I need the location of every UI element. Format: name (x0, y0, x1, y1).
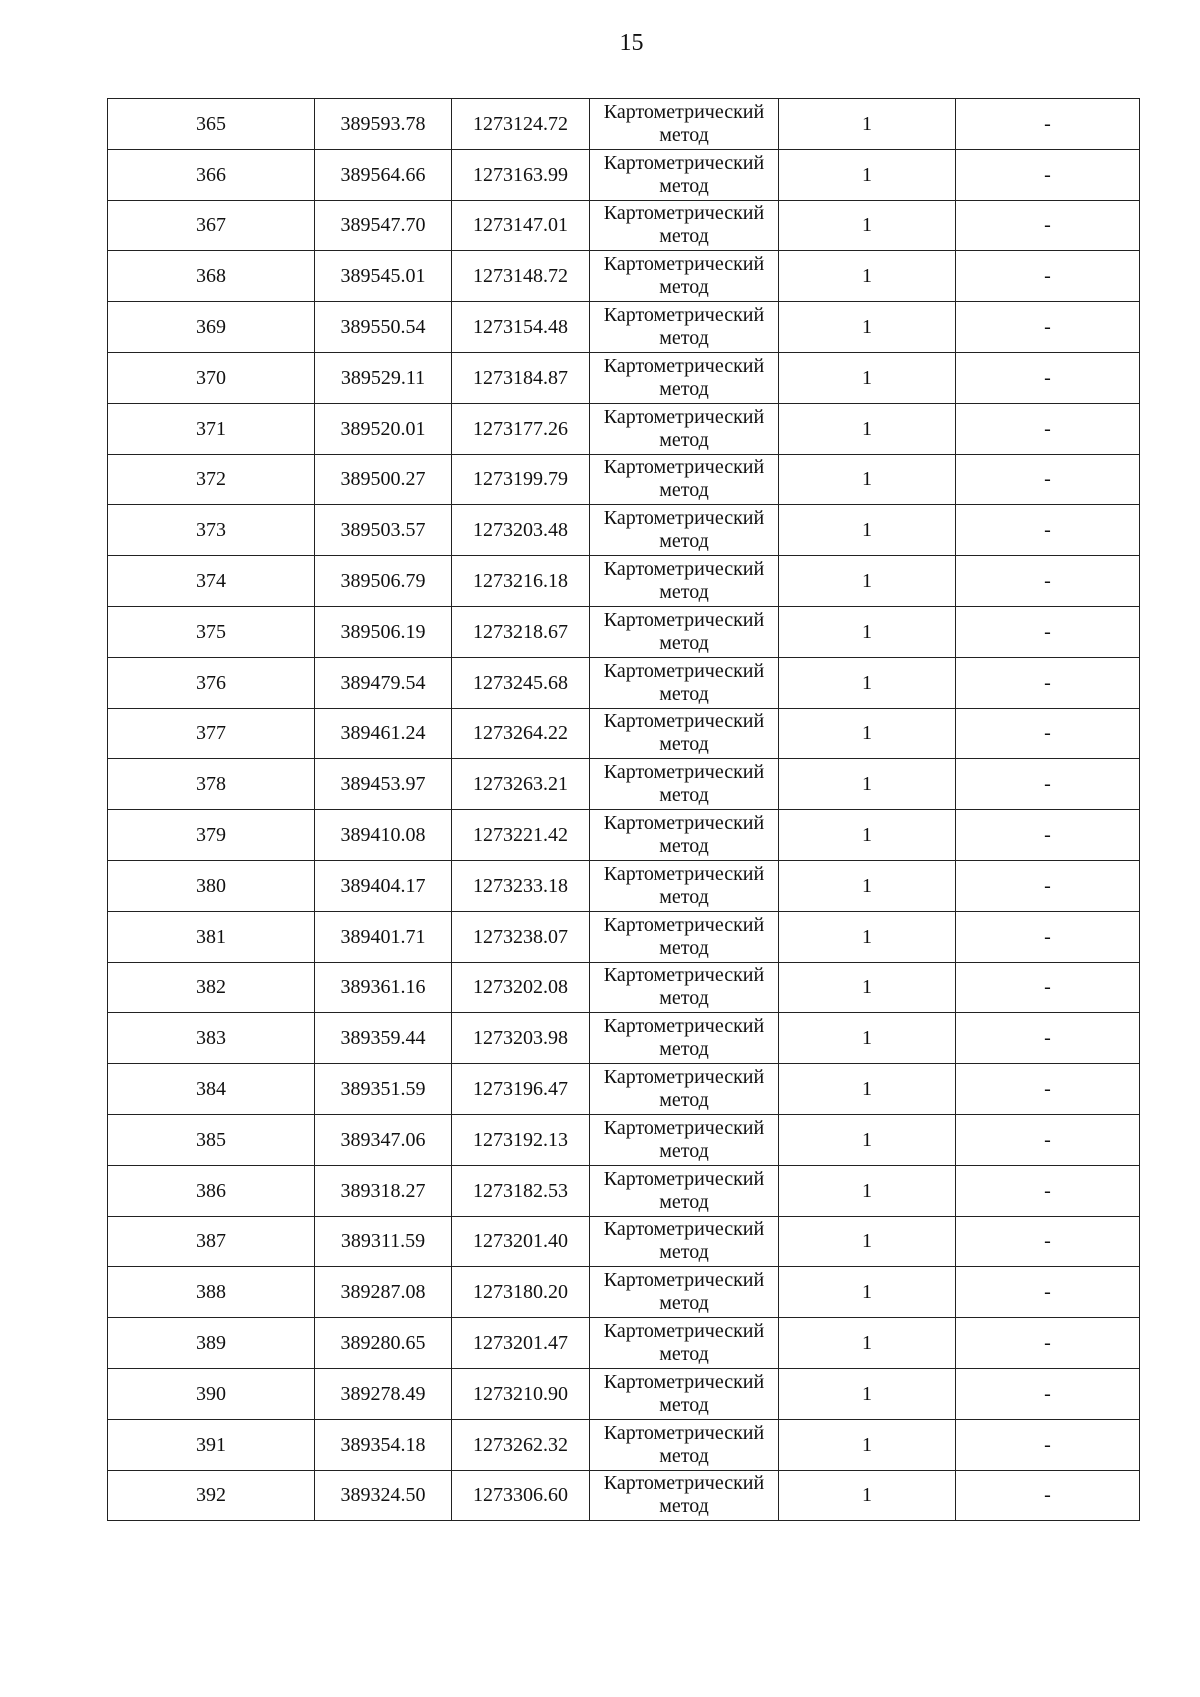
method-line-1: Картометрический (603, 710, 765, 733)
accuracy-cell: 1 (779, 1267, 956, 1318)
y-coordinate-cell: 1273262.32 (452, 1419, 590, 1470)
method-line-1: Картометрический (603, 151, 765, 174)
method-cell (590, 99, 779, 150)
table-row (108, 962, 1140, 1013)
note-cell: - (956, 1419, 1140, 1470)
x-coordinate-cell: 389354.18 (315, 1419, 452, 1470)
x-coordinate-cell: 389500.27 (315, 454, 452, 505)
accuracy-cell: 1 (779, 1470, 956, 1521)
accuracy-cell: 1 (779, 149, 956, 200)
method-line-1: Картометрический (603, 913, 765, 936)
y-coordinate-cell: 1273245.68 (452, 657, 590, 708)
accuracy-cell: 1 (779, 1064, 956, 1115)
method-cell (590, 1267, 779, 1318)
table-row (108, 1318, 1140, 1369)
method-line-2: метод (659, 479, 709, 502)
y-coordinate-cell: 1273203.48 (452, 505, 590, 556)
y-coordinate-cell: 1273216.18 (452, 556, 590, 607)
method-cell (590, 505, 779, 556)
y-coordinate-cell: 1273238.07 (452, 911, 590, 962)
point-number-cell: 378 (108, 759, 315, 810)
point-number-cell: 373 (108, 505, 315, 556)
accuracy-cell: 1 (779, 251, 956, 302)
method-cell (590, 556, 779, 607)
method-cell (590, 759, 779, 810)
point-number-cell: 387 (108, 1216, 315, 1267)
method-line-1: Картометрический (603, 202, 765, 225)
accuracy-cell: 1 (779, 403, 956, 454)
y-coordinate-cell: 1273148.72 (452, 251, 590, 302)
accuracy-cell: 1 (779, 1216, 956, 1267)
note-cell: - (956, 1470, 1140, 1521)
accuracy-cell: 1 (779, 1318, 956, 1369)
note-cell: - (956, 1064, 1140, 1115)
method-line-2: метод (659, 1292, 709, 1315)
table-row (108, 99, 1140, 150)
y-coordinate-cell: 1273199.79 (452, 454, 590, 505)
method-line-1: Картометрический (603, 304, 765, 327)
y-coordinate-cell: 1273180.20 (452, 1267, 590, 1318)
method-line-2: метод (659, 174, 709, 197)
y-coordinate-cell: 1273124.72 (452, 99, 590, 150)
point-number-cell: 376 (108, 657, 315, 708)
x-coordinate-cell: 389545.01 (315, 251, 452, 302)
x-coordinate-cell: 389547.70 (315, 200, 452, 251)
table-row (108, 352, 1140, 403)
method-line-2: метод (659, 1038, 709, 1061)
x-coordinate-cell: 389324.50 (315, 1470, 452, 1521)
x-coordinate-cell: 389410.08 (315, 810, 452, 861)
point-number-cell: 366 (108, 149, 315, 200)
y-coordinate-cell: 1273221.42 (452, 810, 590, 861)
point-number-cell: 371 (108, 403, 315, 454)
method-line-2: метод (659, 377, 709, 400)
method-line-2: метод (659, 1393, 709, 1416)
method-cell (590, 1064, 779, 1115)
table-row (108, 1419, 1140, 1470)
table-row (108, 1216, 1140, 1267)
method-cell (590, 708, 779, 759)
note-cell: - (956, 1318, 1140, 1369)
table-row (108, 1114, 1140, 1165)
note-cell: - (956, 556, 1140, 607)
note-cell: - (956, 454, 1140, 505)
method-line-1: Картометрический (603, 558, 765, 581)
note-cell: - (956, 1216, 1140, 1267)
method-line-2: метод (659, 428, 709, 451)
point-number-cell: 370 (108, 352, 315, 403)
y-coordinate-cell: 1273306.60 (452, 1470, 590, 1521)
method-line-2: метод (659, 1241, 709, 1264)
y-coordinate-cell: 1273233.18 (452, 860, 590, 911)
accuracy-cell: 1 (779, 352, 956, 403)
point-number-cell: 386 (108, 1165, 315, 1216)
method-line-1: Картометрический (603, 1015, 765, 1038)
method-line-1: Картометрический (603, 1472, 765, 1495)
method-cell (590, 1114, 779, 1165)
point-number-cell: 391 (108, 1419, 315, 1470)
x-coordinate-cell: 389529.11 (315, 352, 452, 403)
method-cell (590, 454, 779, 505)
y-coordinate-cell: 1273184.87 (452, 352, 590, 403)
method-line-1: Картометрический (603, 862, 765, 885)
x-coordinate-cell: 389461.24 (315, 708, 452, 759)
method-line-1: Картометрический (603, 253, 765, 276)
accuracy-cell: 1 (779, 1368, 956, 1419)
accuracy-cell: 1 (779, 1419, 956, 1470)
table-row (108, 454, 1140, 505)
table-row (108, 149, 1140, 200)
method-line-1: Картометрический (603, 1320, 765, 1343)
table-row (108, 302, 1140, 353)
point-number-cell: 365 (108, 99, 315, 150)
method-cell (590, 251, 779, 302)
note-cell: - (956, 860, 1140, 911)
note-cell: - (956, 1114, 1140, 1165)
method-line-1: Картометрический (603, 1066, 765, 1089)
table-row (108, 556, 1140, 607)
point-number-cell: 382 (108, 962, 315, 1013)
method-line-1: Картометрический (603, 812, 765, 835)
method-cell (590, 200, 779, 251)
y-coordinate-cell: 1273202.08 (452, 962, 590, 1013)
accuracy-cell: 1 (779, 911, 956, 962)
method-cell (590, 1216, 779, 1267)
accuracy-cell: 1 (779, 657, 956, 708)
point-number-cell: 379 (108, 810, 315, 861)
page-number: 15 (619, 30, 644, 56)
method-line-2: метод (659, 1343, 709, 1366)
accuracy-cell: 1 (779, 860, 956, 911)
method-line-2: метод (659, 987, 709, 1010)
method-line-1: Картометрический (603, 1421, 765, 1444)
method-line-1: Картометрический (603, 608, 765, 631)
y-coordinate-cell: 1273182.53 (452, 1165, 590, 1216)
note-cell: - (956, 657, 1140, 708)
method-line-2: метод (659, 1089, 709, 1112)
method-cell (590, 962, 779, 1013)
method-line-2: метод (659, 327, 709, 350)
method-line-1: Картометрический (603, 100, 765, 123)
method-line-1: Картометрический (603, 456, 765, 479)
x-coordinate-cell: 389520.01 (315, 403, 452, 454)
x-coordinate-cell: 389318.27 (315, 1165, 452, 1216)
note-cell: - (956, 1013, 1140, 1064)
y-coordinate-cell: 1273192.13 (452, 1114, 590, 1165)
note-cell: - (956, 505, 1140, 556)
coordinates-table (107, 98, 1140, 1521)
note-cell: - (956, 149, 1140, 200)
method-line-1: Картометрический (603, 761, 765, 784)
table-row (108, 403, 1140, 454)
note-cell: - (956, 962, 1140, 1013)
method-line-2: метод (659, 276, 709, 299)
y-coordinate-cell: 1273263.21 (452, 759, 590, 810)
note-cell: - (956, 759, 1140, 810)
method-line-2: метод (659, 1495, 709, 1518)
point-number-cell: 372 (108, 454, 315, 505)
note-cell: - (956, 200, 1140, 251)
method-line-2: метод (659, 123, 709, 146)
x-coordinate-cell: 389506.79 (315, 556, 452, 607)
x-coordinate-cell: 389453.97 (315, 759, 452, 810)
table-row (108, 1267, 1140, 1318)
x-coordinate-cell: 389278.49 (315, 1368, 452, 1419)
y-coordinate-cell: 1273201.40 (452, 1216, 590, 1267)
method-cell (590, 860, 779, 911)
y-coordinate-cell: 1273203.98 (452, 1013, 590, 1064)
method-cell (590, 149, 779, 200)
x-coordinate-cell: 389287.08 (315, 1267, 452, 1318)
note-cell: - (956, 302, 1140, 353)
method-line-1: Картометрический (603, 1370, 765, 1393)
accuracy-cell: 1 (779, 454, 956, 505)
method-line-1: Картометрический (603, 405, 765, 428)
point-number-cell: 368 (108, 251, 315, 302)
method-line-1: Картометрический (603, 354, 765, 377)
table-row (108, 251, 1140, 302)
x-coordinate-cell: 389401.71 (315, 911, 452, 962)
point-number-cell: 377 (108, 708, 315, 759)
accuracy-cell: 1 (779, 99, 956, 150)
method-line-2: метод (659, 225, 709, 248)
y-coordinate-cell: 1273201.47 (452, 1318, 590, 1369)
accuracy-cell: 1 (779, 200, 956, 251)
y-coordinate-cell: 1273163.99 (452, 149, 590, 200)
x-coordinate-cell: 389550.54 (315, 302, 452, 353)
method-line-1: Картометрический (603, 1269, 765, 1292)
point-number-cell: 374 (108, 556, 315, 607)
method-cell (590, 1419, 779, 1470)
note-cell: - (956, 911, 1140, 962)
x-coordinate-cell: 389564.66 (315, 149, 452, 200)
note-cell: - (956, 403, 1140, 454)
note-cell: - (956, 352, 1140, 403)
method-line-1: Картометрический (603, 1218, 765, 1241)
x-coordinate-cell: 389347.06 (315, 1114, 452, 1165)
note-cell: - (956, 99, 1140, 150)
note-cell: - (956, 1368, 1140, 1419)
point-number-cell: 367 (108, 200, 315, 251)
method-cell (590, 403, 779, 454)
x-coordinate-cell: 389503.57 (315, 505, 452, 556)
point-number-cell: 385 (108, 1114, 315, 1165)
table-row (108, 759, 1140, 810)
table-row (108, 708, 1140, 759)
point-number-cell: 375 (108, 606, 315, 657)
table-row (108, 200, 1140, 251)
method-line-1: Картометрический (603, 659, 765, 682)
point-number-cell: 389 (108, 1318, 315, 1369)
x-coordinate-cell: 389593.78 (315, 99, 452, 150)
y-coordinate-cell: 1273264.22 (452, 708, 590, 759)
x-coordinate-cell: 389351.59 (315, 1064, 452, 1115)
method-cell (590, 1013, 779, 1064)
point-number-cell: 383 (108, 1013, 315, 1064)
method-line-1: Картометрический (603, 1116, 765, 1139)
point-number-cell: 388 (108, 1267, 315, 1318)
method-cell (590, 606, 779, 657)
method-line-2: метод (659, 682, 709, 705)
x-coordinate-cell: 389404.17 (315, 860, 452, 911)
method-line-2: метод (659, 733, 709, 756)
x-coordinate-cell: 389311.59 (315, 1216, 452, 1267)
table-row (108, 1064, 1140, 1115)
note-cell: - (956, 708, 1140, 759)
method-line-2: метод (659, 835, 709, 858)
accuracy-cell: 1 (779, 1165, 956, 1216)
method-cell (590, 657, 779, 708)
method-cell (590, 1368, 779, 1419)
accuracy-cell: 1 (779, 556, 956, 607)
note-cell: - (956, 251, 1140, 302)
x-coordinate-cell: 389506.19 (315, 606, 452, 657)
method-cell (590, 911, 779, 962)
method-line-2: метод (659, 936, 709, 959)
method-line-2: метод (659, 631, 709, 654)
note-cell: - (956, 606, 1140, 657)
point-number-cell: 381 (108, 911, 315, 962)
method-cell (590, 302, 779, 353)
table-row (108, 606, 1140, 657)
accuracy-cell: 1 (779, 1114, 956, 1165)
accuracy-cell: 1 (779, 759, 956, 810)
point-number-cell: 369 (108, 302, 315, 353)
note-cell: - (956, 1165, 1140, 1216)
y-coordinate-cell: 1273210.90 (452, 1368, 590, 1419)
method-cell (590, 810, 779, 861)
x-coordinate-cell: 389479.54 (315, 657, 452, 708)
accuracy-cell: 1 (779, 962, 956, 1013)
accuracy-cell: 1 (779, 1013, 956, 1064)
table-row (108, 1368, 1140, 1419)
table-row (108, 1470, 1140, 1521)
method-line-1: Картометрический (603, 1167, 765, 1190)
method-line-2: метод (659, 1139, 709, 1162)
table-row (108, 1165, 1140, 1216)
method-line-2: метод (659, 885, 709, 908)
point-number-cell: 390 (108, 1368, 315, 1419)
x-coordinate-cell: 389361.16 (315, 962, 452, 1013)
table-row (108, 860, 1140, 911)
method-cell (590, 1165, 779, 1216)
table-row (108, 1013, 1140, 1064)
accuracy-cell: 1 (779, 606, 956, 657)
table-row (108, 657, 1140, 708)
point-number-cell: 384 (108, 1064, 315, 1115)
accuracy-cell: 1 (779, 810, 956, 861)
x-coordinate-cell: 389280.65 (315, 1318, 452, 1369)
table-row (108, 810, 1140, 861)
method-cell (590, 352, 779, 403)
accuracy-cell: 1 (779, 708, 956, 759)
method-cell (590, 1318, 779, 1369)
note-cell: - (956, 810, 1140, 861)
table-row (108, 911, 1140, 962)
table-row (108, 505, 1140, 556)
point-number-cell: 380 (108, 860, 315, 911)
coordinates-table-body (108, 99, 1140, 1521)
method-line-2: метод (659, 530, 709, 553)
method-line-1: Картометрический (603, 507, 765, 530)
x-coordinate-cell: 389359.44 (315, 1013, 452, 1064)
accuracy-cell: 1 (779, 302, 956, 353)
method-line-2: метод (659, 1444, 709, 1467)
y-coordinate-cell: 1273147.01 (452, 200, 590, 251)
accuracy-cell: 1 (779, 505, 956, 556)
note-cell: - (956, 1267, 1140, 1318)
y-coordinate-cell: 1273196.47 (452, 1064, 590, 1115)
point-number-cell: 392 (108, 1470, 315, 1521)
method-line-2: метод (659, 581, 709, 604)
method-cell (590, 1470, 779, 1521)
y-coordinate-cell: 1273154.48 (452, 302, 590, 353)
method-line-1: Картометрический (603, 964, 765, 987)
y-coordinate-cell: 1273177.26 (452, 403, 590, 454)
method-line-2: метод (659, 784, 709, 807)
y-coordinate-cell: 1273218.67 (452, 606, 590, 657)
method-line-2: метод (659, 1190, 709, 1213)
